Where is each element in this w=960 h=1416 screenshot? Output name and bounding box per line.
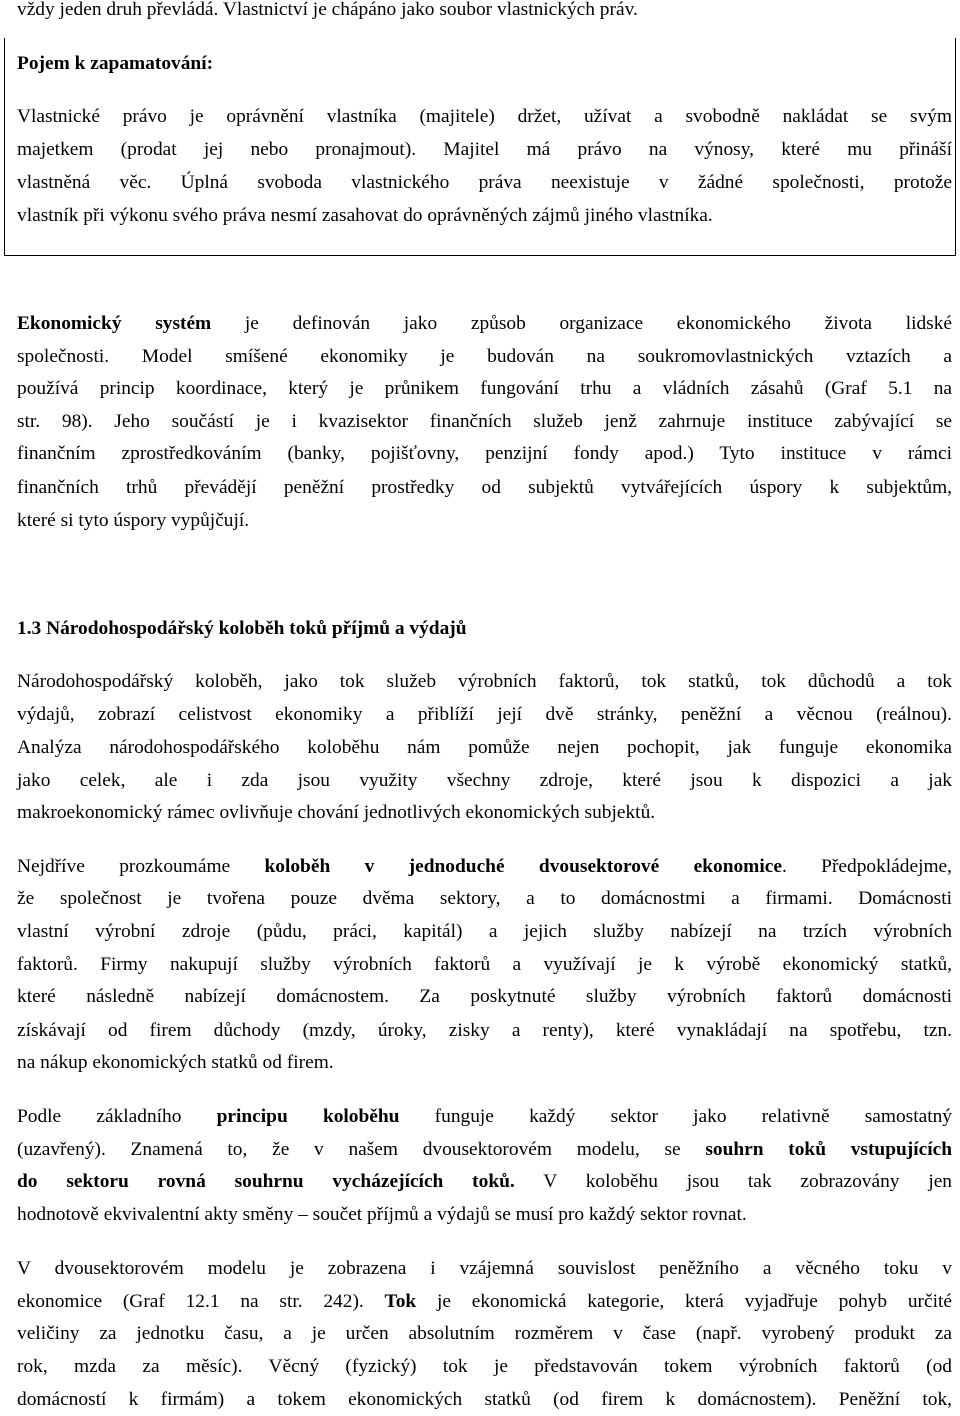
box-heading: Pojem k zapamatování: xyxy=(17,53,214,74)
text-line: Vlastnické právo je oprávnění vlastníka (majitele) držet, užívat a svobodně nakládat se svým xyxy=(17,106,952,127)
text-line: společnosti. Model smíšené ekonomiky je budován na soukromovlastnických vztazích a xyxy=(17,346,952,367)
text-line: majetkem (prodat jej nebo pronajmout). Majitel má právo na výnosy, které mu přináší xyxy=(17,139,952,160)
text-line: Nejdříve prozkoumáme koloběh v jednoduché dvousektorové ekonomice. Předpokládejme, xyxy=(17,856,953,877)
text-line: vlastní výrobní zdroje (půdu, práci, kapitál) a jejich služby nabízejí na trzích výrobních xyxy=(17,921,952,942)
text-line: které následně nabízejí domácnostem. Za poskytnuté služby výrobních faktorů domácnosti xyxy=(17,986,952,1007)
text-line: faktorů. Firmy nakupují služby výrobních faktorů a využívají je k výrobě ekonomický statků, xyxy=(17,954,952,975)
text-line: finančních trhů převádějí peněžní prostředky od subjektů vytvářejících úspory k subjektům, xyxy=(17,477,952,498)
text-line: získávají od firem důchody (mzdy, úroky, zisky a renty), které vynakládají na spotřebu, tzn. xyxy=(17,1020,952,1041)
text-line: do sektoru rovná souhrnu vycházejících toků. V koloběhu jsou tak zobrazovány jen xyxy=(17,1171,953,1192)
section-heading: 1.3 Národohospodářský koloběh toků příjmů a výdajů xyxy=(17,618,467,639)
text-line: (uzavřený). Znamená to, že v našem dvousektorovém modelu, se souhrn toků vstupujících xyxy=(17,1139,952,1160)
text-line: finančním zprostředkováním (banky, pojišťovny, penzijní fondy apod.) Tyto instituce v rámci xyxy=(17,443,952,464)
text-line: domácností k firmám) a tokem ekonomických statků (od firem k domácnostem). Peněžní tok, xyxy=(17,1389,952,1410)
text-line: V dvousektorovém modelu je zobrazena i vzájemná souvislost peněžního a věcného toku v xyxy=(17,1258,952,1279)
text-line: že společnost je tvořena pouze dvěma sektory, a to domácnostmi a firmami. Domácnosti xyxy=(17,888,952,909)
text-line: vlastněná věc. Úplná svoboda vlastnického práva neexistuje v žádné společnosti, protože xyxy=(17,172,952,193)
text-line: Ekonomický systém je definován jako způsob organizace ekonomického života lidské xyxy=(17,313,953,334)
text-line: hodnotově ekvivalentní akty směny – součet příjmů a výdajů se musí pro každý sektor rovnat. xyxy=(17,1204,747,1225)
text-line: vlastník při výkonu svého práva nesmí zasahovat do oprávněných zájmů jiného vlastníka. xyxy=(17,205,713,226)
text-line: které si tyto úspory vypůjčují. xyxy=(17,510,250,531)
text-line: jako celek, ale i zda jsou využity všechny zdroje, které jsou k dispozici a jak xyxy=(17,770,952,791)
text-line: vždy jeden druh převládá. Vlastnictví je chápáno jako soubor vlastnických práv. xyxy=(17,0,638,20)
text-line: na nákup ekonomických statků od firem. xyxy=(17,1052,334,1073)
text-line: str. 98). Jeho součástí je i kvazisektor finančních služeb jenž zahrnuje instituce zabývající se xyxy=(17,411,952,432)
text-line: výdajů, zobrazí celistvost ekonomiky a přiblíží její dvě stránky, peněžní a věcnou (reálnou). xyxy=(17,704,952,725)
text-line: Podle základního principu koloběhu funguje každý sektor jako relativně samostatný xyxy=(17,1106,952,1127)
text-line: Národohospodářský koloběh, jako tok služeb výrobních faktorů, tok statků, tok důchodů a tok xyxy=(17,671,952,692)
text-line: makroekonomický rámec ovlivňuje chování jednotlivých ekonomických subjektů. xyxy=(17,802,656,823)
text-line: veličiny za jednotku času, a je určen absolutním rozměrem v čase (např. vyrobený produkt za xyxy=(17,1323,952,1344)
text-line: Analýza národohospodářského koloběhu nám pomůže nejen pochopit, jak funguje ekonomika xyxy=(17,737,952,758)
text-line: ekonomice (Graf 12.1 na str. 242). Tok je ekonomická kategorie, která vyjadřuje pohyb určité xyxy=(17,1291,952,1312)
text-line: rok, mzda za měsíc). Věcný (fyzický) tok je představován tokem výrobních faktorů (od xyxy=(17,1356,952,1377)
text-line: používá princip koordinace, který je průnikem fungování trhu a vládních zásahů (Graf 5.1 na xyxy=(17,378,952,399)
